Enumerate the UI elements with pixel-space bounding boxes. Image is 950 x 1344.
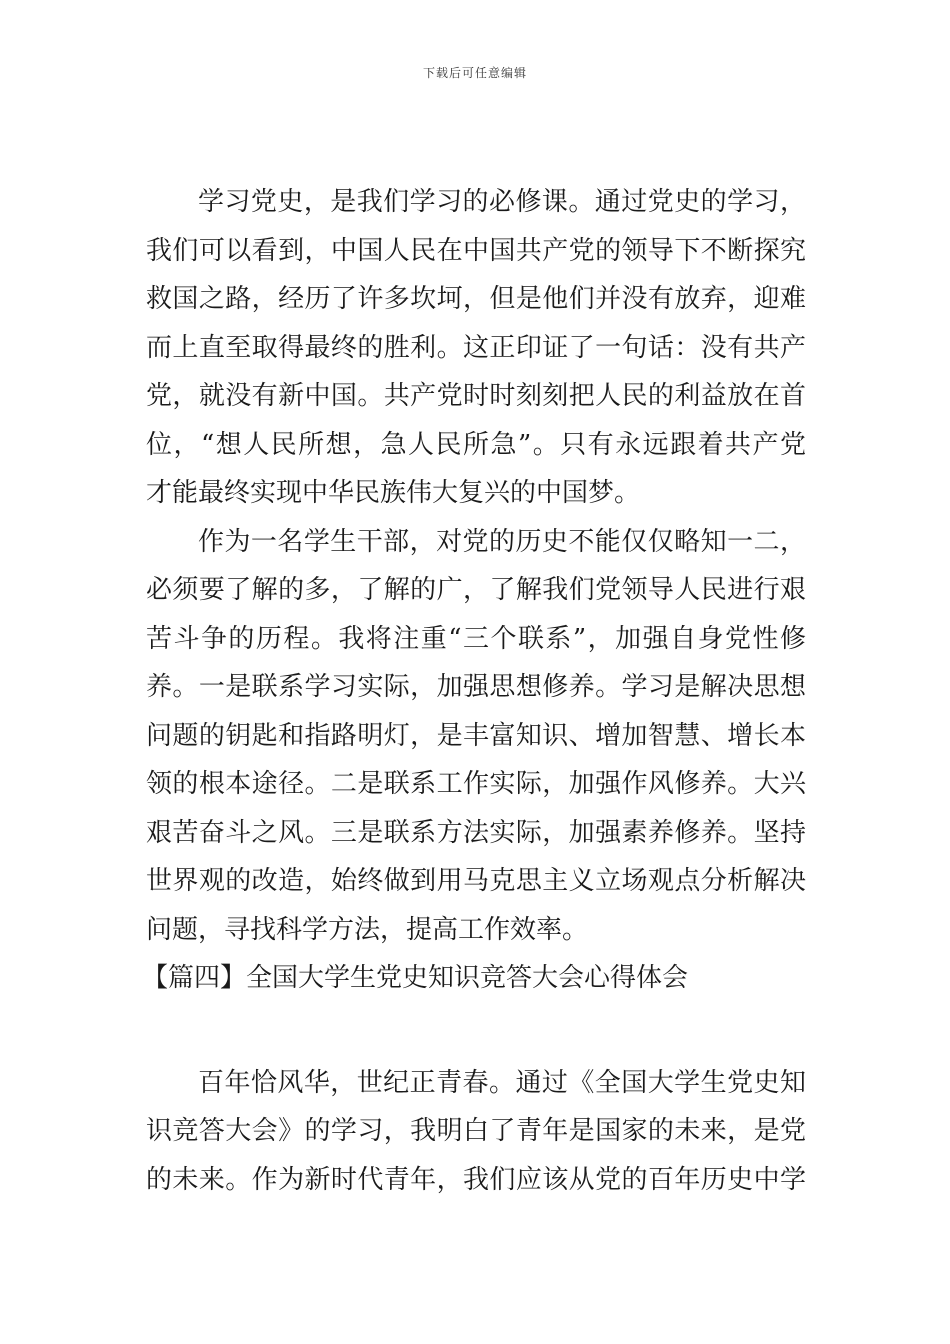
- paragraph-line: 我们可以看到，中国人民在中国共产党的领导下不断探究: [146, 235, 806, 266]
- paragraph-line: 才能最终实现中华民族伟大复兴的中国梦。: [146, 478, 641, 508]
- section-heading: 【篇四】全国大学生党史知识竞答大会心得体会: [142, 963, 689, 993]
- paragraph-line: 养。一是联系学习实际，加强思想修养。学习是解决思想: [146, 672, 806, 702]
- paragraph-party-history: [146, 178, 806, 518]
- paragraph-line: 必须要了解的多，了解的广，了解我们党领导人民进行艰: [146, 575, 806, 605]
- paragraph-line: 而上直至取得最终的胜利。这正印证了一句话：没有共产: [146, 332, 806, 363]
- paragraph-student-cadre: [146, 518, 806, 955]
- paragraph-line: 作为一名学生干部，对党的历史不能仅仅略知一二，: [198, 526, 806, 557]
- paragraph-line: 世界观的改造，始终做到用马克思主义立场观点分析解决: [146, 866, 806, 896]
- paragraph-line: 识竞答大会》的学习，我明白了青年是国家的未来，是党: [146, 1116, 806, 1146]
- paragraph-line: 救国之路，经历了许多坎坷，但是他们并没有放弃，迎难: [146, 284, 806, 314]
- paragraph-line: 党，就没有新中国。共产党时时刻刻把人民的利益放在首: [146, 381, 806, 411]
- paragraph-line: 百年恰风华，世纪正青春。通过《全国大学生党史知: [198, 1067, 806, 1098]
- paragraph-line: 问题，寻找科学方法，提高工作效率。: [146, 914, 589, 945]
- section-spacer: [146, 1003, 806, 1059]
- paragraph-final: [146, 1059, 806, 1205]
- paragraph-line: 领的根本途径。二是联系工作实际，加强作风修养。大兴: [146, 769, 806, 799]
- paragraph-line: 的未来。作为新时代青年，我们应该从党的百年历史中学: [146, 1164, 806, 1195]
- document-body: [142, 178, 806, 1204]
- paragraph-line: 学习党史，是我们学习的必修课。通过党史的学习，: [198, 187, 806, 217]
- paragraph-line: 苦斗争的历程。我将注重“三个联系”，加强自身党性修: [146, 623, 806, 654]
- paragraph-line: 位，“想人民所想，急人民所急”。只有永远跟着共产党: [146, 429, 806, 460]
- paragraph-line: 艰苦奋斗之风。三是联系方法实际，加强素养修养。坚持: [146, 817, 806, 848]
- page-header-note: 下载后可任意编辑: [422, 66, 527, 80]
- paragraph-line: 问题的钥匙和指路明灯，是丰富知识、增加智慧、增长本: [146, 720, 806, 751]
